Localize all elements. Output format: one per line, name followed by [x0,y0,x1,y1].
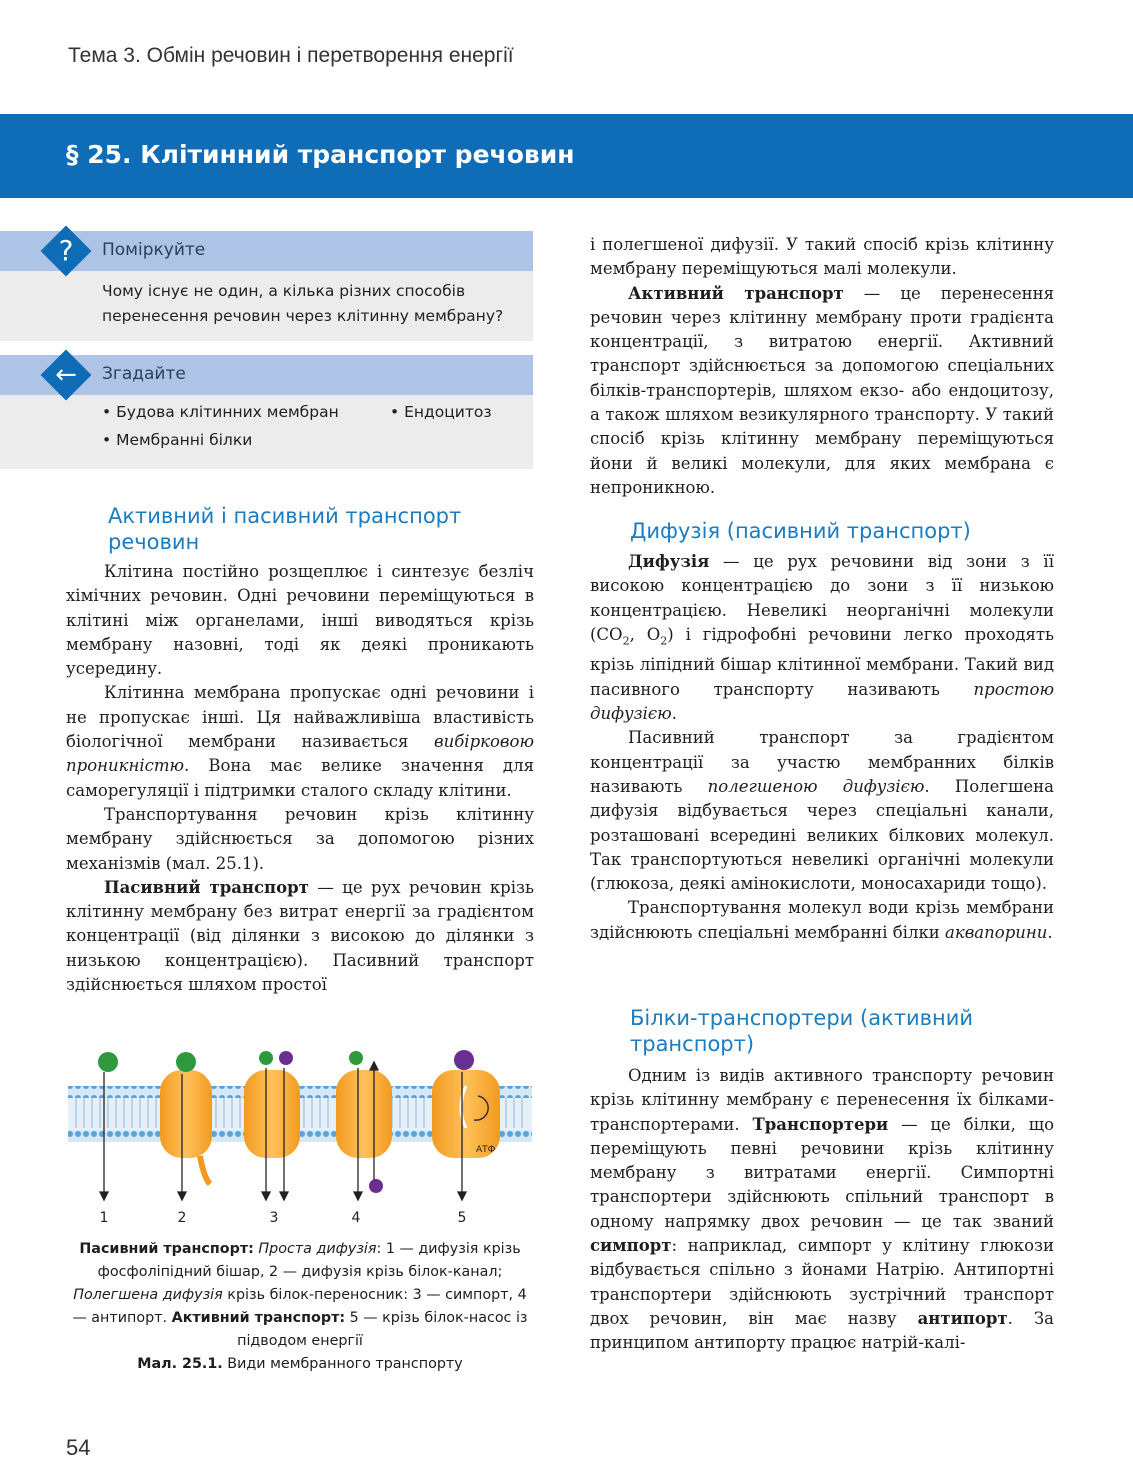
paragraph: Клітина постійно розщеплює і синтезує безліч хімічних речовин. Одні речовини переміщуються в клітині між органелами, інші виводяться крізь мембрану назовні, тоді як деякі проникають усередину. [66,562,534,679]
page-title: § 25. Клітинний транспорт речовин [66,140,575,169]
paragraph: Активний транспорт — це перенесення речовин через клітинну мембрану проти градієнта концентрації, з витратою енергії. Активний транспорт здійснюється за допомогою спеціальних білків-транспортерів, шляхом екзо- або ендоцитозу, а також шляхом везикулярного транспорту. У такий спосіб крізь клітинну мембрану переміщуються йони й великі молекули, для яких мембрана є непроникною. [590,283,1054,497]
membrane-transport-diagram [66,1046,534,1226]
figure-label-line: Мал. 25.1. Види мембранного транспорту [137,1356,463,1372]
section-heading-transporters: Білки-транспортери (активний транспорт) [630,1006,974,1056]
question-icon-glyph: ? [58,234,74,267]
figure-label: 2 [177,1210,187,1226]
recall-list [0,395,533,455]
left-column-text [66,560,534,997]
paragraph: Одним із видів активного транспорту речовин крізь клітинну мембрану є перенесення їх білками-транспортерами. Транспортери — це білки, що переміщують певні речовини крізь клітинну мембрану з витратами енергії. Симпортні транспортери здійснюють спільний транспорт в одному напрямку двох речовин — це так званий симпорт: наприклад, симпорт у клітину глюкози відбувається спільно з йонами Натрію. Антипортні транспортери здійснюють зустрічний транспорт двох речовин, він має назву антипорт. За принципом антипорту працює натрій-калі- [590,1066,1054,1353]
paragraph: Дифузія — це рух речовини від зони з її високою концентрацією до зони з її низькою концентрацією. Невеликі неорганічні молекули ($CO_2$, $O_2$) і гідрофобні речовини легко проходять крізь ліпідний бішар клітинної мембрани. Такий вид пасивного транспорту називають простою дифузією. [590,552,1054,724]
think-box-text: Чому існує не один, а кілька різних способів перенесення речовин через клітинну мембрану? [102,282,504,325]
paragraph: Клітинна мембрана пропускає одні речовини і не пропускає інші. Ця найважливіша властивість біологічної мембрани називається вибірковою проникністю. Вона має велике значення для саморегуляції і підтримки сталого складу клітини. [66,683,534,800]
paragraph: Пасивний транспорт за градієнтом концентрації за участю мембранних білків називають полегшеною дифузією. Полегшена дифузія відбувається через спеціальні канали, розташовані всередині великих білкових молекул. Так транспортуються невеликі органічні молекули (глюкоза, деякі амінокислоти, моносахариди тощо). [590,728,1054,894]
right-column-diffusion [590,550,1054,945]
recall-box-header [0,355,533,395]
figure-label: 3 [269,1210,279,1226]
think-box-header [0,231,533,271]
back-arrow-icon-glyph: ← [55,360,77,390]
paragraph: і полегшеної дифузії. У такий спосіб крізь клітинну мембрану переміщуються малі молекули. [590,235,1054,279]
recall-item: • Мембранні білки [102,431,253,449]
figure-label: 5 [457,1210,467,1226]
right-column-top [590,233,1054,500]
think-box-label: Поміркуйте [102,240,206,260]
recall-item: • Будова клітинних мембран [102,403,339,421]
figure-label: 1 [99,1210,109,1226]
think-box [0,231,533,341]
atp-label: АТФ [476,1145,496,1155]
page-number: 54 [66,1435,91,1460]
section-heading: Активний і пасивний транспорт речовин [108,504,462,554]
recall-box-label: Згадайте [102,364,186,384]
running-head: Тема 3. Обмін речовин і перетворення енергії [68,44,514,67]
paragraph: Транспортування молекул води крізь мембрани здійснюють спеціальні мембранні білки аквапорини. [590,898,1054,942]
recall-box [0,355,533,469]
section-heading-diffusion: Дифузія (пасивний транспорт) [630,519,971,543]
figure-number-labels [100,1210,467,1226]
paragraph: Транспортування речовин крізь клітинну мембрану здійснюється за допомогою різних механізмів (мал. 25.1). [66,804,534,873]
title-bar [0,114,1133,198]
recall-item: • Ендоцитоз [390,403,492,421]
figure-label: 4 [351,1210,361,1226]
right-column-transporters [590,1064,1054,1356]
paragraph: Пасивний транспорт — це рух речовин крізь клітинну мембрану без витрат енергії за градієнтом концентрації (від ділянки з високою до ділянки з низькою концентрацією). Пасивний транспорт здійснюється шляхом простої [66,877,534,995]
figure-caption: Пасивний транспорт: Проста дифузія: 1 — дифузія крізь фосфоліпідний бішар, 2 — дифузія крізь білок-канал; Полегшена дифузія крізь білок-переносник: 3 — симпорт, 4 — антипорт. Активний транспорт: 5 — крізь білок-насос із підводом енергії [72,1241,528,1349]
